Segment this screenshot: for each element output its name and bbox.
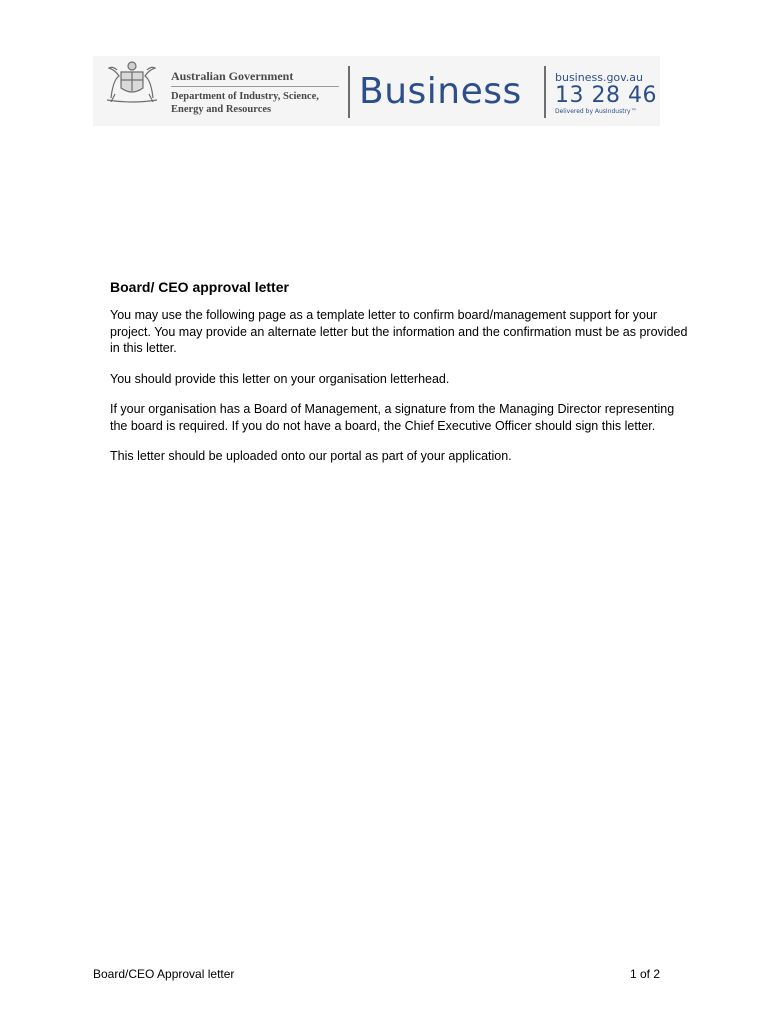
- website-text: business.gov.au: [555, 71, 644, 84]
- letterhead-banner: [93, 56, 660, 126]
- department-name-line-2: Energy and Resources: [171, 104, 272, 115]
- department-name-line-1: Department of Industry, Science,: [171, 91, 319, 102]
- document-body: [110, 278, 690, 479]
- coat-of-arms-icon: [101, 58, 163, 104]
- phone-number: 13 28 46: [555, 83, 657, 108]
- body-paragraph: This letter should be uploaded onto our portal as part of your application.: [110, 449, 512, 463]
- body-paragraph: If your organisation has a Board of Management, a signature from the Managing Director representing the board is required. If you do not have a board, the Chief Executive Officer should sign this letter.: [110, 402, 675, 433]
- header-divider: [544, 66, 546, 118]
- government-identity: [171, 69, 339, 116]
- footer-title: Board/CEO Approval letter: [93, 967, 235, 981]
- body-paragraph: You should provide this letter on your organisation letterhead.: [110, 371, 450, 386]
- business-brand: Business: [359, 71, 522, 112]
- government-title: Australian Government: [171, 69, 339, 87]
- delivered-by-text: Delivered by AusIndustry™: [555, 108, 637, 115]
- page-number: 1 of 2: [629, 967, 660, 981]
- header-divider: [348, 66, 350, 118]
- document-heading: Board/ CEO approval letter: [110, 279, 289, 295]
- contact-block: [555, 71, 657, 116]
- body-paragraph: You may use the following page as a template letter to confirm board/management support for your project. You may provide an alternate letter but the information and the confirmation must be as provided in this letter.: [110, 308, 688, 355]
